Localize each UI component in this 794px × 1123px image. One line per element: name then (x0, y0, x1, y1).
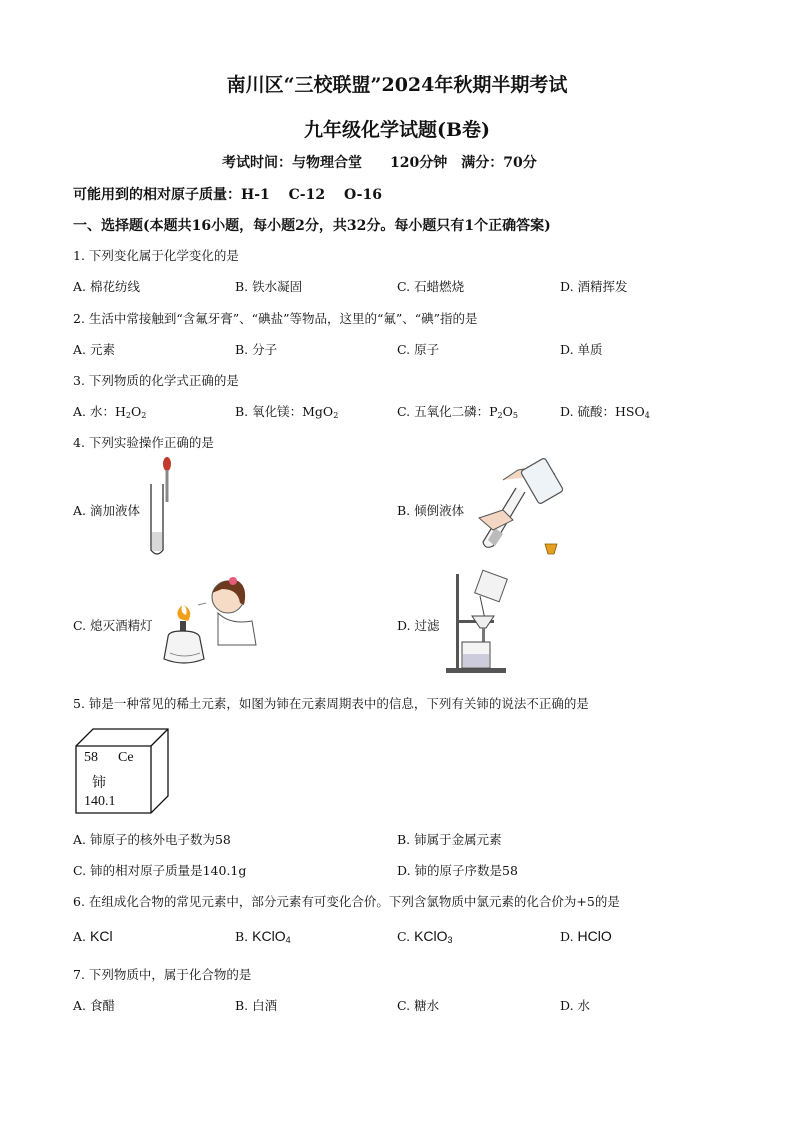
dropper-test-tube-illustration (143, 456, 177, 558)
question-1-stem: 1. 下列变化属于化学变化的是 (73, 248, 239, 263)
atomic-mass-info: 可能用到的相对原子质量：H-1 C-12 O-16 (73, 187, 382, 203)
q7-option-a: A. 食醋 (73, 998, 115, 1013)
q3-option-c: C. 五氧化二磷：$P_2O_5$ (397, 404, 518, 420)
q4-option-b: B. 倾倒液体 (397, 503, 465, 518)
q6-option-d: D. HClO (560, 928, 612, 944)
q1-option-a: A. 棉花纺线 (73, 279, 140, 294)
extinguish-lamp-illustration (160, 575, 260, 673)
q1-option-b: B. 铁水凝固 (235, 279, 303, 294)
q4-option-c: C. 熄灭酒精灯 (73, 618, 153, 633)
question-4-stem: 4. 下列实验操作正确的是 (73, 435, 214, 450)
q4-option-a: A. 滴加液体 (73, 503, 140, 518)
q1-option-c: C. 石蜡燃烧 (397, 279, 465, 294)
q6-option-b: B. KClO$_4$ (235, 928, 291, 945)
q5-option-b: B. 铈属于金属元素 (397, 832, 502, 847)
question-3-stem: 3. 下列物质的化学式正确的是 (73, 373, 239, 388)
element-atomic-number: 58 (84, 750, 98, 765)
question-7-stem: 7. 下列物质中，属于化合物的是 (73, 967, 252, 982)
q7-option-d: D. 水 (560, 998, 591, 1013)
exam-info: 考试时间：与物理合堂 120分钟 满分：70分 (222, 155, 537, 171)
element-atomic-mass: 140.1 (84, 794, 116, 809)
pouring-liquid-illustration (473, 458, 583, 558)
exam-title: 南川区“三校联盟”2024年秋期半期考试 (226, 74, 568, 96)
q6-option-c: C. KClO$_3$ (397, 928, 453, 945)
q3-option-a: A. 水：$H_2O_2$ (73, 404, 147, 420)
exam-subtitle: 九年级化学试题(B卷) (303, 119, 491, 141)
q3-option-b: B. 氧化镁：MgO$_2$ (235, 404, 339, 420)
q6-option-a: A. KCl (73, 928, 113, 944)
q2-option-d: D. 单质 (560, 342, 603, 357)
q1-option-d: D. 酒精挥发 (560, 279, 628, 294)
q5-option-c: C. 铈的相对原子质量是140.1g (73, 863, 247, 878)
element-name: 铈 (92, 775, 106, 791)
question-2-stem: 2. 生活中常接触到“含氟牙膏”、“碘盐”等物品，这里的“氟”、“碘”指的是 (73, 311, 478, 326)
q5-option-a: A. 铈原子的核外电子数为58 (73, 832, 231, 847)
question-6-stem: 6. 在组成化合物的常见元素中，部分元素有可变化合价。下列含氯物质中氯元素的化合价为+5的是 (73, 894, 620, 909)
section-heading: 一、选择题(本题共16小题，每小题2分，共32分。每小题只有1个正确答案) (73, 218, 551, 234)
q7-option-b: B. 白酒 (235, 998, 278, 1013)
q4-option-d: D. 过滤 (397, 618, 440, 633)
q5-option-d: D. 铈的原子序数是58 (397, 863, 518, 878)
element-symbol: Ce (118, 750, 134, 765)
q2-option-a: A. 元素 (73, 342, 115, 357)
question-5-stem: 5. 铈是一种常见的稀土元素，如图为铈在元素周期表中的信息，下列有关铈的说法不正确的是 (73, 696, 589, 711)
q3-option-d: D. 硫酸：$HSO_4$ (560, 404, 650, 420)
q7-option-c: C. 糖水 (397, 998, 440, 1013)
q2-option-b: B. 分子 (235, 342, 278, 357)
q2-option-c: C. 原子 (397, 342, 440, 357)
filtration-illustration (442, 568, 532, 678)
